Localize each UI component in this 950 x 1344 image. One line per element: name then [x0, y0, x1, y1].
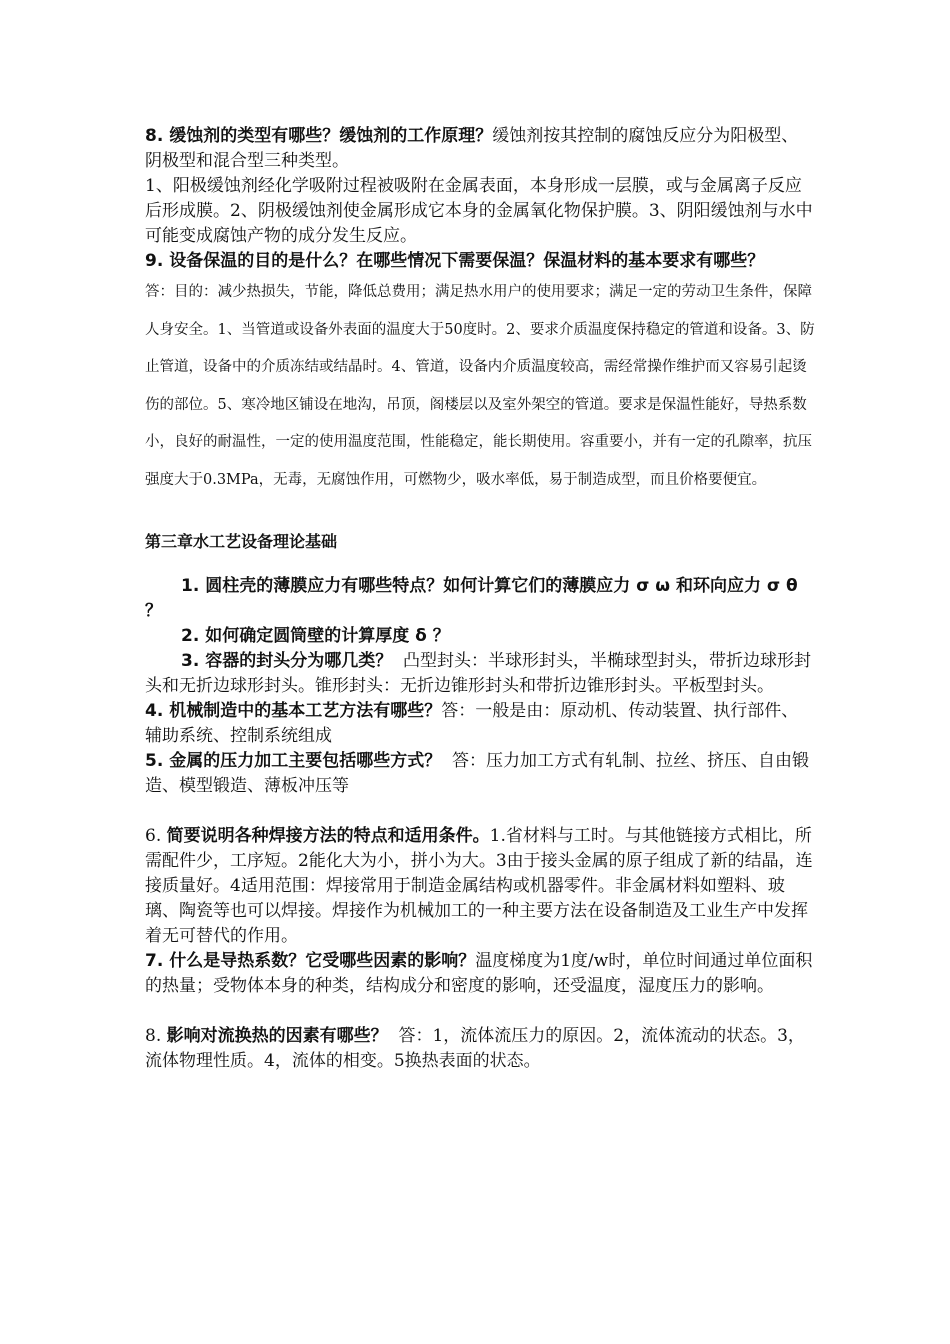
question-number: 6. [145, 826, 162, 846]
answer-text: 温度梯度为1度/w时，单位时间通过单位面积的热量；受物体本身的种类，结构成分和密度的影响，还受温度，湿度压力的影响。 [145, 951, 813, 996]
question-heading: 7. 什么是导热系数？它受哪些因素的影响？ [145, 951, 476, 971]
question-heading: 简要说明各种焊接方法的特点和适用条件。 [166, 826, 490, 846]
chapter-question-4 [145, 699, 815, 749]
chapter-question-8 [145, 1024, 815, 1074]
answer-text: 答：一般是由：原动机、传动装置、执行部件、辅助系统、控制系统组成 [145, 701, 799, 746]
chapter-question-2: 2. 如何确定圆筒壁的计算厚度 δ ？ [181, 626, 450, 646]
chapter-question-1: 1. 圆柱壳的薄膜应力有哪些特点？如何计算它们的薄膜应力 σ ω 和环向应力 σ θ ？ [145, 576, 798, 621]
question-heading: 3. 容器的封头分为哪几类？ [181, 651, 393, 671]
chapter-question-7 [145, 949, 815, 999]
question-heading: 8. 缓蚀剂的类型有哪些？缓蚀剂的工作原理？ [145, 126, 493, 146]
answer-text: 答：1，流体流压力的原因。2，流体流动的状态。3，流体物理性质。4，流体的相变。5换热表面的状态。 [145, 1026, 805, 1071]
document-content [145, 124, 815, 1074]
question-number: 8. [145, 1026, 162, 1046]
chapter-question-6 [145, 824, 815, 949]
answer-text: 缓蚀剂按其控制的腐蚀反应分为阳极型、阴极型和混合型三种类型。 [145, 126, 799, 171]
chapter-title: 第三章水工艺设备理论基础 [145, 532, 338, 551]
question-heading: 5. 金属的压力加工主要包括哪些方式？ [145, 751, 442, 771]
answer-paragraph: 1、阳极缓蚀剂经化学吸附过程被吸附在金属表面，本身形成一层膜，或与金属离子反应后形成膜。2、阴极缓蚀剂使金属形成它本身的金属氧化物保护膜。3、阴阳缓蚀剂与水中可能变成腐蚀产物的成分发生反应。 [145, 176, 813, 246]
answer-text: 答：压力加工方式有轧制、拉丝、挤压、自由锻造、模型锻造、薄板冲压等 [145, 751, 810, 796]
question-9-answer: 答：目的：减少热损失，节能，降低总费用；满足热水用户的使用要求；满足一定的劳动卫生条件，保障人身安全。1、当管道或设备外表面的温度大于50度时。2、要求介质温度保持稳定的管道和设备。3、防止管道，设备中的介质冻结或结晶时。4、管道，设备内介质温度较高，需经常操作维护而又容易引起烫伤的部位。5、寒冷地区铺设在地沟，吊顶，阁楼层以及室外架空的管道。要求是保温性能好，导热系数小，良好的耐温性，一定的使用温度范围，性能稳定，能长期使用。容重要小，并有一定的孔隙率，抗压强度大于0.3MPa，无毒，无腐蚀作用，可燃物少，吸水率低，易于制造成型，而且价格要便宜。 [145, 284, 815, 488]
question-8-corrosion-inhibitor [145, 124, 815, 174]
chapter-question-5 [145, 749, 815, 799]
chapter-question-3 [145, 649, 815, 699]
question-9-heading: 9. 设备保温的目的是什么？在哪些情况下需要保温？保温材料的基本要求有哪些？ [145, 251, 765, 271]
question-heading: 影响对流换热的因素有哪些？ [166, 1026, 388, 1046]
question-heading: 4. 机械制造中的基本工艺方法有哪些？ [145, 701, 442, 721]
answer-text: 凸型封头：半球形封头，半椭球型封头，带折边球形封头和无折边球形封头。锥形封头：无折边锥形封头和带折边锥形封头。平板型封头。 [145, 651, 812, 696]
answer-text: 1.省材料与工时。与其他链接方式相比，所需配件少，工序短。2能化大为小，拼小为大。3由于接头金属的原子组成了新的结晶，连接质量好。4适用范围：焊接常用于制造金属结构或机器零件。非金属材料如塑料、玻璃、陶瓷等也可以焊接。焊接作为机械加工的一种主要方法在设备制造及工业生产中发挥着无可替代的作用。 [145, 826, 813, 946]
